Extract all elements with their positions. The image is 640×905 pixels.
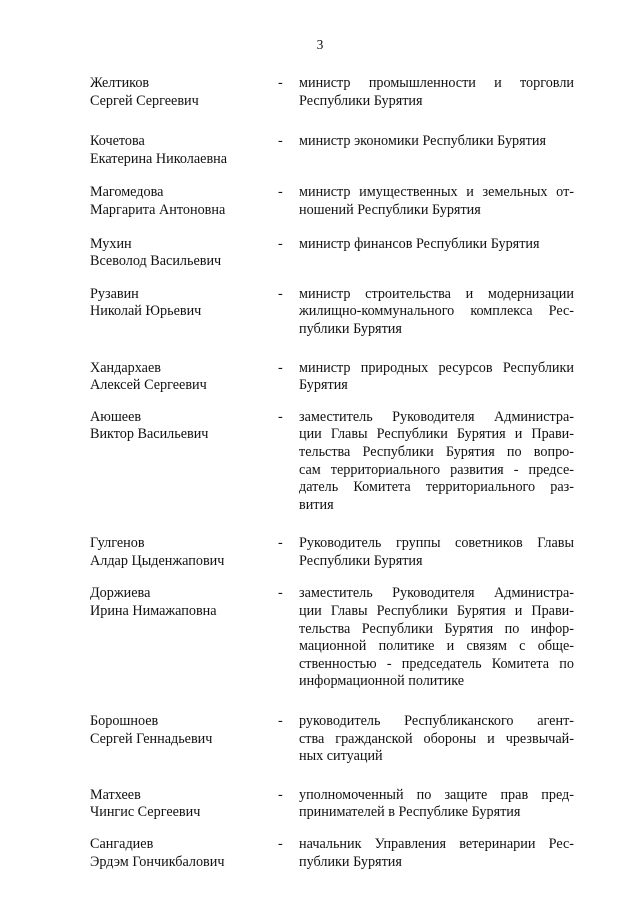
dash-separator: - bbox=[278, 75, 283, 91]
person-name bbox=[90, 535, 278, 570]
role-line: принимателей в Республике Бурятия bbox=[299, 804, 521, 821]
dash-separator: - bbox=[278, 408, 283, 425]
role-line: руководитель Республиканского агент- bbox=[299, 713, 574, 730]
position-description bbox=[299, 75, 574, 110]
role-line: министр строительства и модернизации bbox=[299, 285, 574, 302]
surname: Доржиева bbox=[90, 585, 151, 602]
list-entry-9 bbox=[90, 585, 574, 691]
person-name bbox=[90, 236, 278, 271]
position-description bbox=[299, 286, 574, 339]
page-number: 3 bbox=[316, 37, 324, 52]
list-entry-3 bbox=[90, 184, 574, 219]
role-line: жилищно-коммунального комплекса Рес- bbox=[299, 303, 574, 320]
surname: Сангадиев bbox=[90, 836, 154, 852]
role-line: публики Бурятия bbox=[299, 320, 402, 337]
given-names: Ирина Нимажаповна bbox=[90, 603, 217, 620]
role-line: министр промышленности и торговли bbox=[299, 75, 574, 91]
surname: Хандархаев bbox=[90, 359, 161, 376]
personnel-list bbox=[90, 75, 574, 871]
role-line: Бурятия bbox=[299, 377, 348, 394]
surname: Кочетова bbox=[90, 133, 145, 150]
position-description bbox=[299, 236, 574, 271]
list-entry-8 bbox=[90, 535, 574, 570]
dash-separator: - bbox=[278, 786, 283, 803]
dash-separator: - bbox=[278, 535, 283, 552]
list-entry-12 bbox=[90, 836, 574, 871]
given-names: Екатерина Николаевна bbox=[90, 150, 228, 167]
surname: Гулгенов bbox=[90, 535, 145, 552]
person-name bbox=[90, 75, 278, 110]
dash-separator: - bbox=[278, 184, 283, 201]
dash-separator: - bbox=[278, 285, 283, 302]
role-line: ственностью - председатель Комитета по bbox=[299, 655, 574, 672]
role-line: ции Главы Республики Бурятия и Прави- bbox=[299, 426, 574, 443]
person-name bbox=[90, 360, 278, 395]
person-name bbox=[90, 787, 278, 822]
given-names: Маргарита Антоновна bbox=[90, 201, 226, 218]
role-line: тельства Республики Бурятия по инфор- bbox=[299, 620, 574, 637]
role-line: вития bbox=[299, 496, 334, 513]
list-entry-1 bbox=[90, 75, 574, 110]
role-line: информационной политике bbox=[299, 673, 465, 690]
person-name bbox=[90, 836, 278, 871]
person-name bbox=[90, 184, 278, 219]
position-description bbox=[299, 713, 574, 766]
position-description bbox=[299, 409, 574, 515]
given-names: Алексей Сергеевич bbox=[90, 377, 207, 394]
list-entry-11 bbox=[90, 787, 574, 822]
surname: Матхеев bbox=[90, 786, 141, 803]
given-names: Чингис Сергеевич bbox=[90, 804, 201, 821]
list-entry-7 bbox=[90, 409, 574, 515]
role-line: Республики Бурятия bbox=[299, 92, 423, 109]
surname: Аюшеев bbox=[90, 408, 142, 425]
surname: Борошноев bbox=[90, 713, 159, 730]
role-line: министр имущественных и земельных от- bbox=[299, 184, 574, 201]
role-line: публики Бурятия bbox=[299, 853, 402, 870]
role-line: мационной политике и связям с обще- bbox=[299, 638, 574, 655]
dash-separator: - bbox=[278, 235, 283, 252]
role-line: ства гражданской обороны и чрезвычай- bbox=[299, 730, 574, 747]
role-line: уполномоченный по защите прав пред- bbox=[299, 786, 574, 803]
given-names: Сергей Геннадьевич bbox=[90, 730, 213, 747]
dash-separator: - bbox=[278, 836, 283, 852]
given-names: Виктор Васильевич bbox=[90, 426, 209, 443]
surname: Магомедова bbox=[90, 184, 164, 201]
list-entry-6 bbox=[90, 360, 574, 395]
role-line: Руководитель группы советников Главы bbox=[299, 535, 574, 552]
surname: Рузавин bbox=[90, 285, 139, 302]
person-name bbox=[90, 713, 278, 766]
list-entry-4 bbox=[90, 236, 574, 271]
given-names: Алдар Цыденжапович bbox=[90, 552, 225, 569]
surname: Желтиков bbox=[90, 75, 150, 91]
list-entry-2 bbox=[90, 133, 574, 168]
position-description bbox=[299, 585, 574, 691]
list-entry-10 bbox=[90, 713, 574, 766]
person-name bbox=[90, 286, 278, 339]
dash-separator: - bbox=[278, 359, 283, 376]
given-names: Николай Юрьевич bbox=[90, 303, 202, 320]
role-line: ции Главы Республики Бурятия и Прави- bbox=[299, 603, 574, 620]
role-line: заместитель Руководителя Администра- bbox=[299, 585, 574, 602]
role-line: министр экономики Республики Бурятия bbox=[299, 133, 546, 150]
person-name bbox=[90, 409, 278, 515]
role-line: сам территориального развития - предсе- bbox=[299, 461, 574, 478]
role-line: начальник Управления ветеринарии Рес- bbox=[299, 836, 574, 852]
person-name bbox=[90, 585, 278, 691]
position-description bbox=[299, 535, 574, 570]
person-name bbox=[90, 133, 278, 168]
given-names: Всеволод Васильевич bbox=[90, 253, 222, 270]
surname: Мухин bbox=[90, 235, 132, 252]
dash-separator: - bbox=[278, 585, 283, 602]
given-names: Сергей Сергеевич bbox=[90, 92, 199, 109]
role-line: министр природных ресурсов Республики bbox=[299, 359, 574, 376]
position-description bbox=[299, 787, 574, 822]
role-line: тельства Республики Бурятия по вопро- bbox=[299, 443, 574, 460]
list-entry-5 bbox=[90, 286, 574, 339]
dash-separator: - bbox=[278, 713, 283, 730]
position-description bbox=[299, 184, 574, 219]
role-line: ных ситуаций bbox=[299, 748, 383, 765]
role-line: министр финансов Республики Бурятия bbox=[299, 235, 540, 252]
position-description bbox=[299, 133, 574, 168]
role-line: ношений Республики Бурятия bbox=[299, 201, 481, 218]
given-names: Эрдэм Гончикбалович bbox=[90, 853, 225, 870]
position-description bbox=[299, 836, 574, 871]
role-line: датель Комитета территориального раз- bbox=[299, 479, 574, 496]
position-description bbox=[299, 360, 574, 395]
dash-separator: - bbox=[278, 133, 283, 150]
role-line: заместитель Руководителя Администра- bbox=[299, 408, 574, 425]
role-line: Республики Бурятия bbox=[299, 552, 423, 569]
